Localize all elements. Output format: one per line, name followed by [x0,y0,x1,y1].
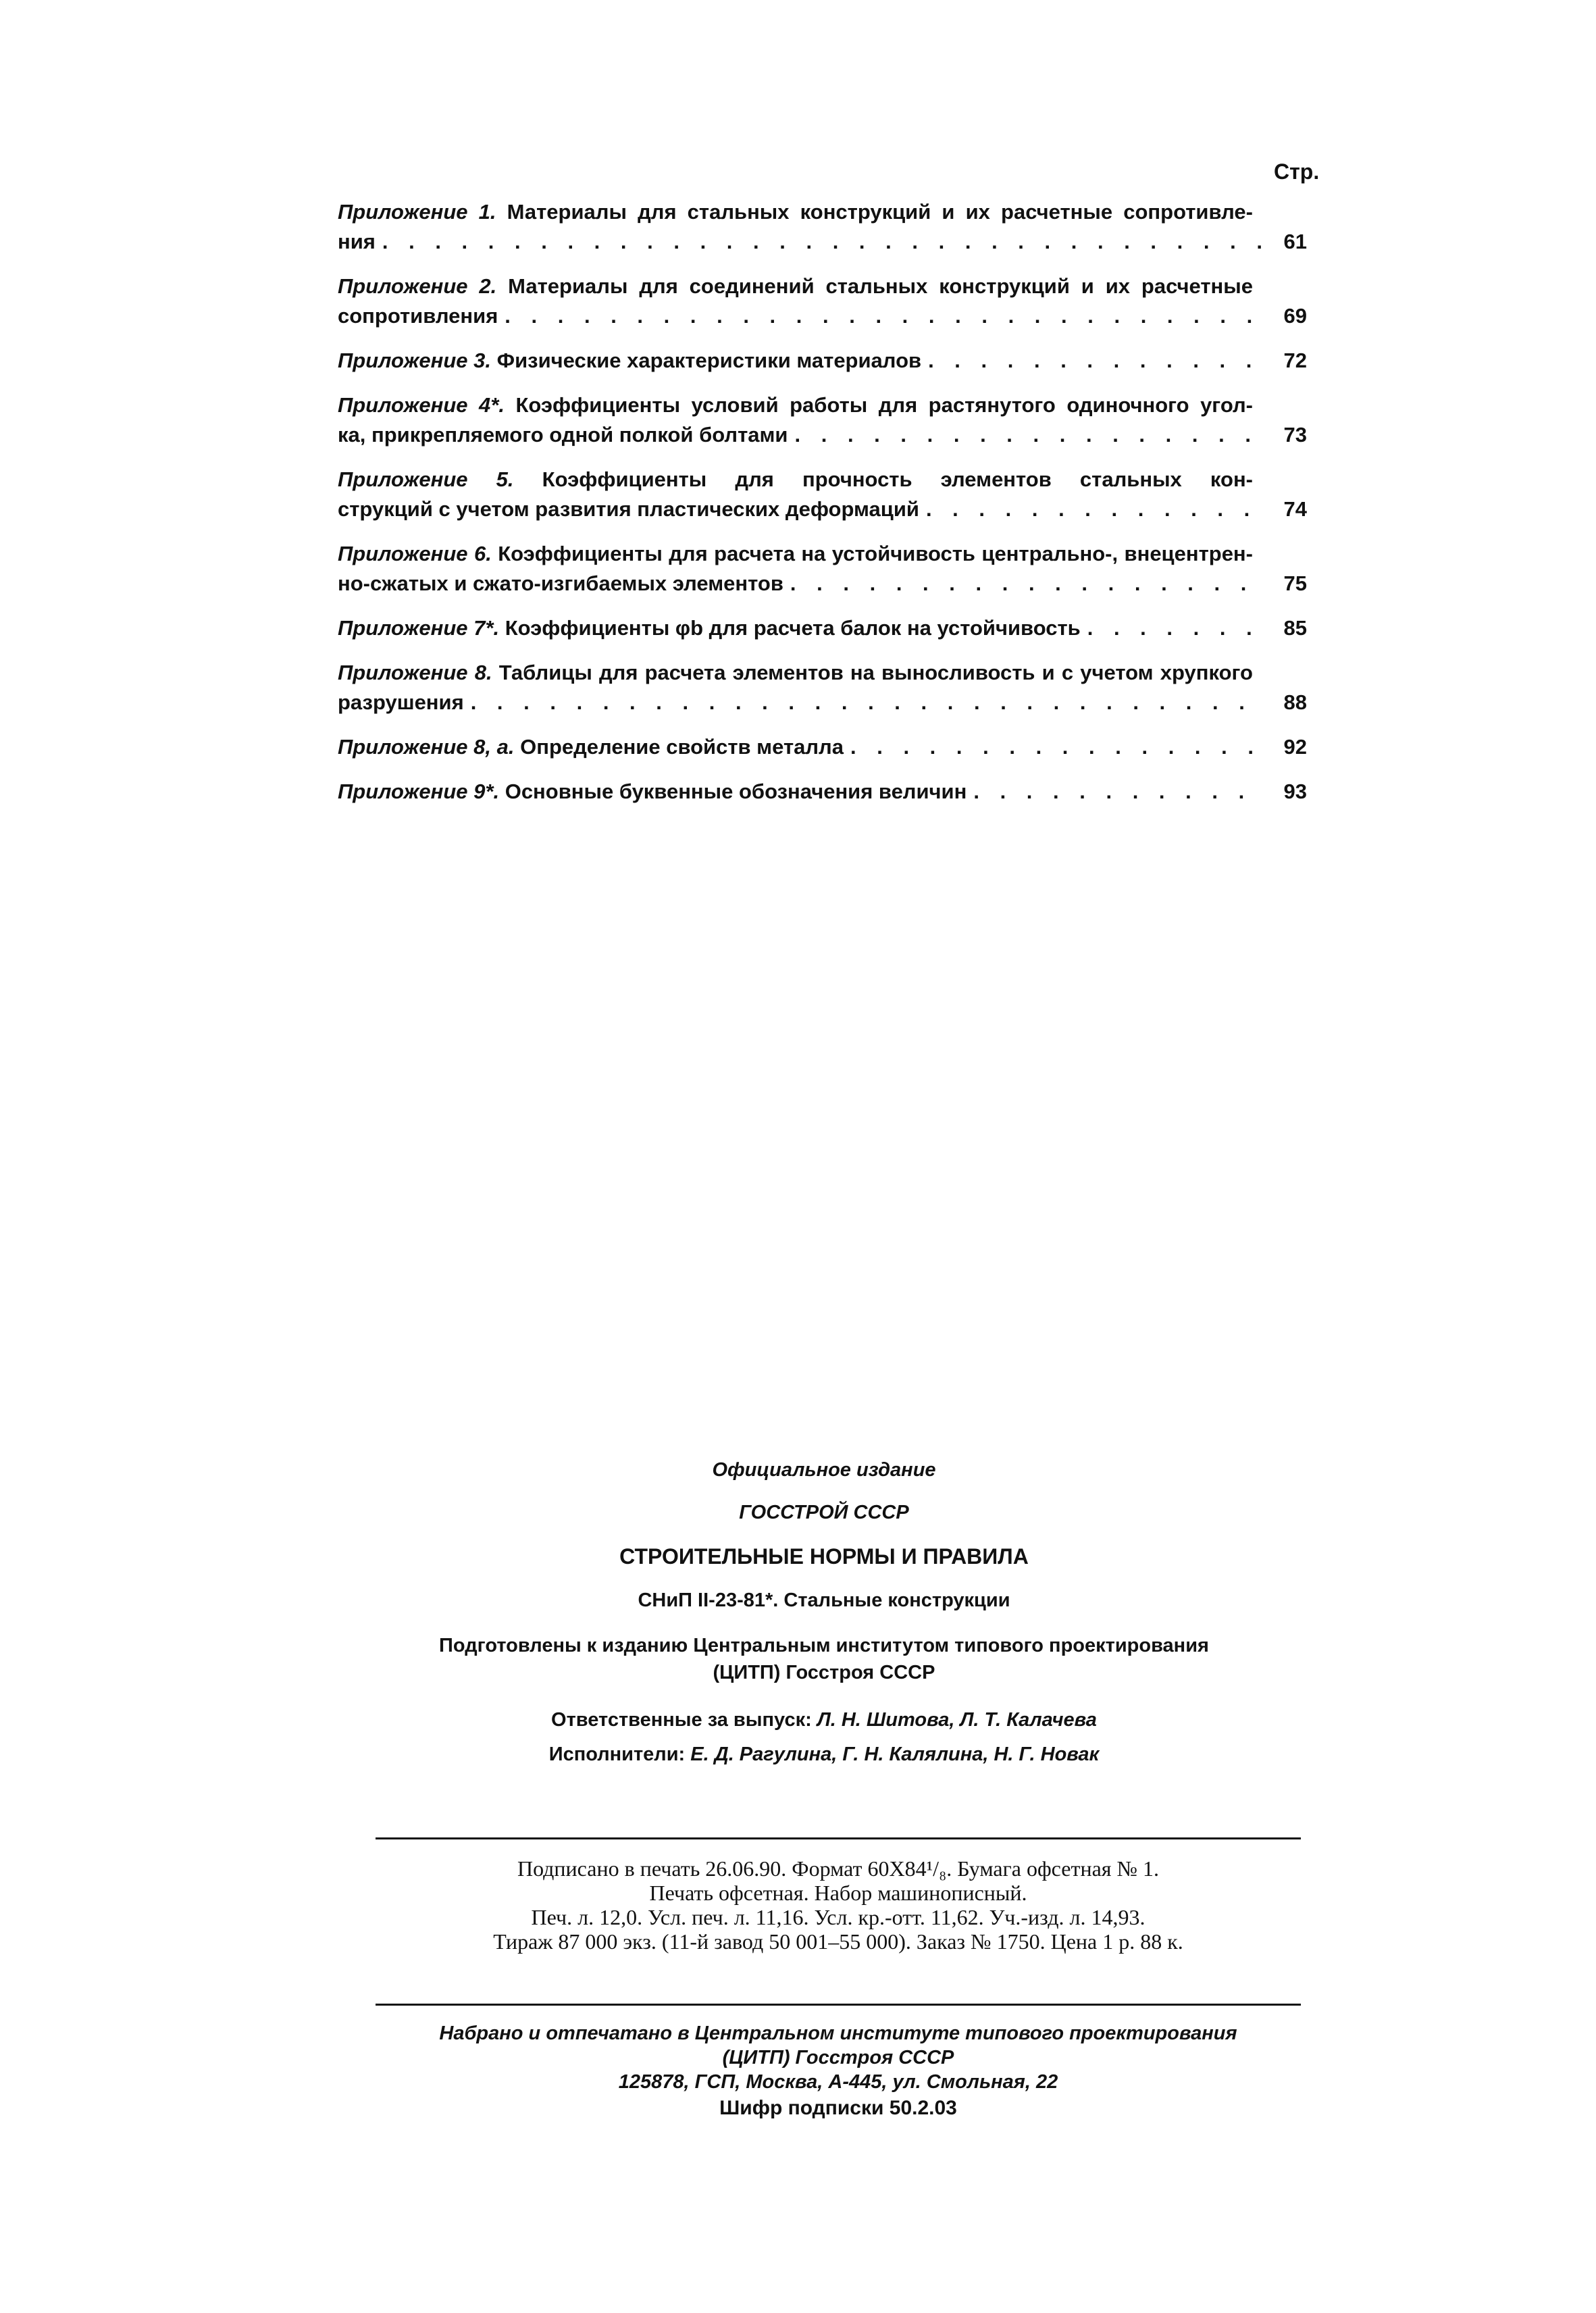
toc-entry-ref: Приложение 5. [338,467,514,491]
page-column-label: Стр. [1274,159,1320,184]
toc-entry[interactable] [338,658,1307,717]
toc-page-number: 88 [1283,690,1307,714]
toc-entry[interactable] [338,777,1307,807]
toc-entry-ref: Приложение 8, а. [338,735,515,759]
toc-entry-ref: Приложение 6. [338,542,492,565]
toc-page-number: 85 [1283,616,1307,640]
printed-at [376,2021,1301,2094]
leader-dots [973,777,1263,807]
toc-entry[interactable] [338,613,1307,643]
toc-entry-text: Таблицы для расчета элементов на выносливость и с учетом хрупкого [498,661,1253,684]
toc-entry-line1 [338,658,1307,688]
toc-entry[interactable] [338,272,1307,331]
printed-at-line: 125878, ГСП, Москва, А-445, ул. Смольная, 22 [618,2071,1058,2093]
toc-page-number: 75 [1283,571,1307,595]
print-details-line: Печать офсетная. Набор машинописный. [649,1881,1027,1905]
toc-entry-ref: Приложение 2. [338,274,497,298]
table-of-contents [338,197,1307,821]
leader-dots [850,732,1263,762]
toc-entry-text: Материалы для соединений стальных конструкций и их расчетные [508,274,1253,298]
responsible-names: Л. Н. Шитова, Л. Т. Калачева [817,1709,1097,1731]
toc-entry[interactable] [338,465,1307,524]
toc-entry-text: ния [338,230,376,253]
toc-entry-text: Определение свойств металла [520,735,844,759]
toc-page-number: 74 [1283,497,1307,521]
document-title: СТРОИТЕЛЬНЫЕ НОРМЫ И ПРАВИЛА [619,1544,1029,1569]
leader-dots [471,688,1263,717]
toc-entry-line1 [338,272,1307,301]
toc-entry-ref: Приложение 1. [338,200,496,224]
colophon [351,1459,1297,1778]
toc-page-number: 69 [1283,304,1307,328]
toc-entry-text: Коэффициенты для расчета на устойчивость центрально-, внецентрен- [498,542,1253,565]
toc-entry[interactable] [338,732,1307,762]
toc-entry-text: ка, прикрепляемого одной полкой болтами [338,423,788,447]
print-details-line: Тираж 87 000 экз. (11-й завод 50 001–55 000). Заказ № 1750. Цена 1 р. 88 к. [493,1929,1183,1954]
toc-entry-ref: Приложение 8. [338,661,492,684]
leader-dots [928,346,1263,376]
toc-entry-text: разрушения [338,690,464,714]
divider-top [376,1837,1301,1839]
toc-page-number: 73 [1283,423,1307,447]
leader-dots [926,494,1263,524]
toc-entry-line1 [338,197,1307,227]
toc-entry-line1 [338,390,1307,420]
toc-entry-ref: Приложение 4*. [338,393,505,417]
toc-entry-line1 [338,465,1307,494]
toc-entry-text: Коэффициенты φb для расчета балок на устойчивость [505,616,1081,640]
print-details [376,1856,1301,1954]
agency-name: ГОССТРОЙ СССР [739,1502,909,1523]
toc-entry[interactable] [338,197,1307,257]
printed-at-line: Набрано и отпечатано в Центральном институте типового проектирования [439,2023,1237,2044]
leader-dots [795,420,1264,450]
document-code: СНиП II-23-81*. Стальные конструкции [638,1590,1010,1611]
toc-entry-line1 [338,539,1307,569]
toc-entry-ref: Приложение 3. [338,349,492,372]
toc-entry-ref: Приложение 7*. [338,616,500,640]
toc-entry[interactable] [338,539,1307,599]
divider-bottom [376,2004,1301,2006]
printed-at-line: (ЦИТП) Госстроя СССР [722,2047,954,2068]
toc-entry-text: струкций с учетом развития пластических деформаций [338,497,919,521]
executors-names: Е. Д. Рагулина, Г. Н. Калялина, Н. Г. Новак [690,1744,1100,1765]
toc-page-number: 93 [1283,780,1307,803]
print-details-line: Печ. л. 12,0. Усл. печ. л. 11,16. Усл. кр.-отт. 11,62. Уч.-изд. л. 14,93. [531,1905,1145,1929]
toc-entry[interactable] [338,390,1307,450]
prepared-by [351,1632,1297,1686]
subscription-cipher: Шифр подписки 50.2.03 [719,2097,957,2119]
leader-dots [382,227,1263,257]
leader-dots [1087,613,1263,643]
toc-entry-text: но-сжатых и сжато-изгибаемых элементов [338,571,783,595]
toc-entry-text: Физические характеристики материалов [496,349,922,372]
toc-entry-text: Основные буквенные обозначения величин [505,780,967,803]
print-details-line: Подписано в печать 26.06.90. Формат 60Х84¹/₈. Бумага офсетная № 1. [517,1856,1160,1881]
toc-page-number: 61 [1283,230,1307,253]
toc-entry[interactable] [338,346,1307,376]
toc-entry-text: Коэффициенты для прочность элементов стальных кон- [542,467,1253,491]
toc-entry-ref: Приложение 9*. [338,780,500,803]
prepared-by-line2: (ЦИТП) Госстроя СССР [713,1662,935,1683]
toc-page-number: 72 [1283,349,1307,372]
executors-label: Исполнители: [548,1744,686,1765]
prepared-by-line1: Подготовлены к изданию Центральным институтом типового проектирования [439,1635,1209,1656]
toc-entry-text: Материалы для стальных конструкций и их расчетные сопротивле- [507,200,1253,224]
toc-page-number: 92 [1283,735,1307,759]
leader-dots [505,301,1263,331]
responsible-label: Ответственные за выпуск: [551,1709,812,1731]
official-edition-label: Официальное издание [712,1459,936,1481]
toc-entry-text: сопротивления [338,304,498,328]
executors [351,1744,1297,1766]
responsible-editors [351,1709,1297,1731]
toc-entry-text: Коэффициенты условий работы для растянутого одиночного угол- [515,393,1253,417]
leader-dots [790,569,1263,599]
